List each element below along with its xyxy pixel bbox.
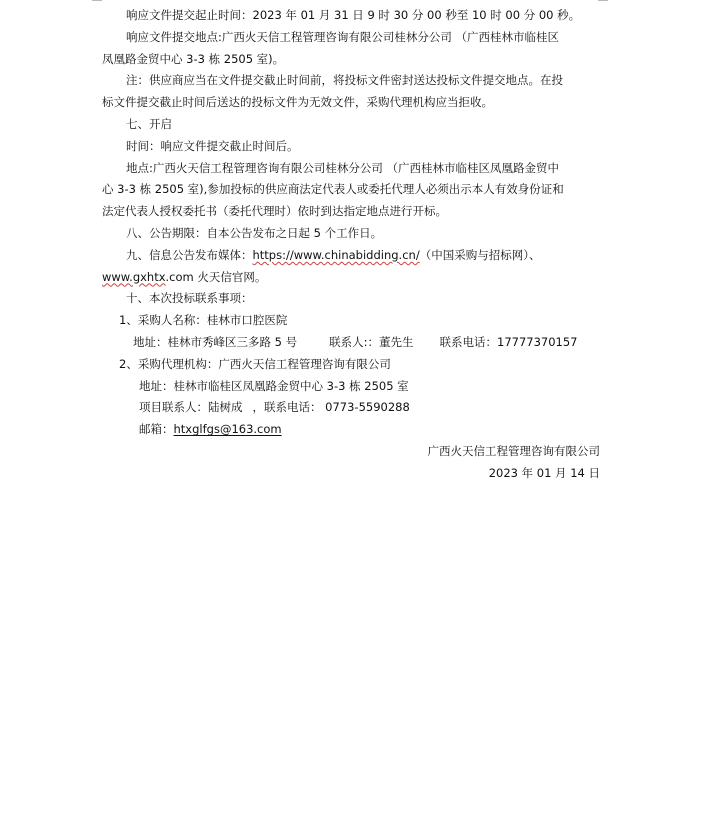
- agency-heading: 2、采购代理机构：广西火天信工程管理咨询有限公司: [119, 356, 391, 371]
- buyer-heading: 1、采购人名称：桂林市口腔医院: [119, 313, 288, 328]
- section-7-heading: 七、开启: [126, 116, 172, 131]
- email-link[interactable]: htxglfgs@163.com: [173, 422, 282, 437]
- section-10-heading: 十、本次投标联系事项：: [126, 291, 253, 306]
- email-label: 邮箱：: [139, 422, 174, 437]
- open-place-line-3: 法定代表人授权委托书（委托代理时）依时到达指定地点进行开标。: [102, 204, 447, 219]
- buyer-contact: 联系人:：董先生: [329, 334, 414, 349]
- buyer-address: 地址：桂林市秀峰区三多路 5 号: [133, 334, 298, 349]
- submit-place-line-1: 响应文件提交地点:广西火天信工程管理咨询有限公司桂林分公司 （广西桂林市临桂区: [126, 29, 560, 44]
- agency-contact-line: [102, 397, 600, 419]
- agency-project-contact: 项目联系人：陆树成: [139, 400, 243, 415]
- buyer-info-line: [102, 332, 600, 354]
- agency-address: 地址：桂林市临桂区凤凰路金贸中心 3-3 栋 2505 室: [139, 378, 409, 393]
- gxhtx-link[interactable]: www.gxhtx: [102, 269, 166, 284]
- section-9-line-2-suffix: .com 火天信官网。: [165, 269, 267, 284]
- page-corner-mark-left: [92, 0, 102, 1]
- submit-time-line: 响应文件提交起止时间：2023 年 01 月 31 日 9 时 30 分 00 秒至 10 时 00 分 00 秒。: [126, 8, 581, 22]
- section-9-suffix: （中国采购与招标网）、: [419, 247, 541, 262]
- submit-place-line-2: 凤凰路金贸中心 3-3 栋 2505 室)。: [102, 51, 285, 66]
- open-time-line: 时间：响应文件提交截止时间后。: [126, 138, 299, 153]
- section-8-line: 八、公告期限：自本公告发布之日起 5 个工作日。: [126, 225, 383, 240]
- section-9-prefix: 九、信息公告发布媒体：: [126, 247, 253, 262]
- document-page: [102, 5, 600, 485]
- buyer-phone: 联系电话：17777370157: [439, 334, 578, 349]
- email-line: [102, 419, 600, 441]
- chinabidding-link[interactable]: https://www.chinabidding.cn/: [252, 247, 420, 262]
- open-place-line-2: 心 3-3 栋 2505 室),参加投标的供应商法定代表人或委托代理人必须出示本人有效身份证和: [102, 182, 564, 197]
- note-line-2: 标文件提交截止时间后送达的投标文件为无效文件，采购代理机构应当拒收。: [102, 95, 493, 110]
- agency-phone: ，联系电话： 0773-5590288: [252, 400, 410, 415]
- signature-org: 广西火天信工程管理咨询有限公司: [427, 443, 600, 458]
- note-line-1: 注：供应商应当在文件提交截止时间前，将投标文件密封送达投标文件提交地点。在投: [126, 73, 563, 88]
- open-place-line-1: 地点:广西火天信工程管理咨询有限公司桂林分公司 （广西桂林市临桂区凤凰路金贸中: [126, 160, 560, 175]
- section-9-line-1: [102, 245, 600, 267]
- page-corner-mark-right: [598, 0, 608, 1]
- section-9-line-2: [102, 267, 600, 289]
- signature-date: 2023 年 01 月 14 日: [488, 465, 600, 480]
